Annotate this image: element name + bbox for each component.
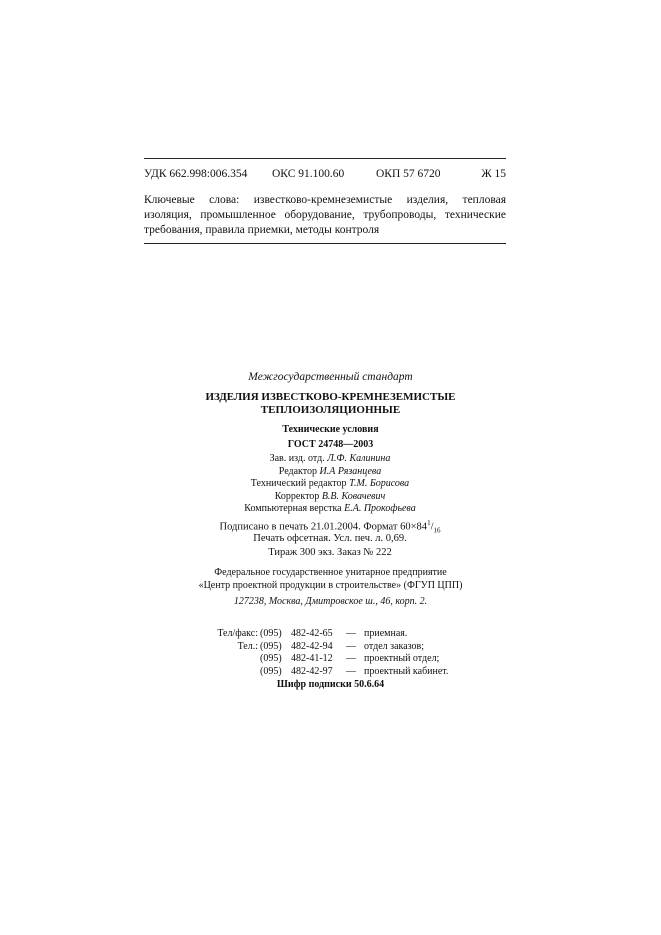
publisher-line2: «Центр проектной продукции в строительстве» (ФГУП ЦПП)	[198, 580, 463, 591]
contact-code: (095)	[260, 640, 282, 652]
credit-name: Л.Ф. Калинина	[327, 453, 391, 464]
credits-list	[180, 453, 480, 516]
contact-number: 482-42-97	[291, 665, 333, 677]
top-rule	[144, 158, 506, 159]
contact-dept: проектный отдел;	[364, 653, 440, 664]
keywords: Ключевые слова: известково-кремнеземистые изделия, тепловая изоляция, промышленное оборудование, трубопроводы, технические требования, правила приемки, методы контроля	[144, 194, 506, 236]
print-signed: Подписано в печать 21.01.2004. Формат $60\times 84^1/_{16}$	[219, 519, 441, 535]
contacts-list	[217, 628, 456, 678]
contact-row	[236, 666, 456, 679]
contact-dash: —	[346, 665, 356, 677]
contact-label: Тел/факс:	[217, 628, 258, 639]
credit-role: Корректор	[274, 490, 320, 502]
contact-row	[236, 641, 456, 654]
credit-name: Т.М. Борисова	[349, 478, 410, 489]
contact-dept: проектный кабинет.	[364, 665, 449, 677]
contact-row	[217, 628, 456, 641]
credit-row	[180, 503, 480, 516]
contact-code: (095)	[260, 628, 282, 639]
credit-name: Е.А. Прокофьева	[344, 503, 416, 514]
credit-row	[180, 491, 480, 504]
contact-dash: —	[346, 653, 356, 664]
print-sheets: Печать офсетная. Усл. печ. л. 0,69.	[253, 533, 407, 544]
contact-label: Тел.:	[237, 640, 258, 652]
credit-role: Технический редактор	[250, 478, 347, 489]
udk-code: УДК 662.998:006.354	[144, 168, 248, 180]
gost-number: ГОСТ 24748—2003	[287, 439, 374, 450]
credit-row	[180, 453, 480, 466]
bottom-rule	[144, 243, 506, 244]
okp-code: ОКП 57 6720	[376, 168, 441, 180]
credit-name: В.В. Ковачевич	[321, 490, 386, 502]
standard-subtitle: Технические условия	[282, 424, 379, 435]
subscription-cipher: Шифр подписки 50.6.64	[276, 679, 385, 690]
contact-dash: —	[346, 640, 356, 652]
standard-type: Межгосударственный стандарт	[248, 371, 413, 383]
oks-code: ОКС 91.100.60	[272, 168, 345, 180]
standard-title-line2: ТЕПЛОИЗОЛЯЦИОННЫЕ	[260, 404, 401, 416]
contact-number: 482-42-65	[291, 628, 333, 639]
contact-number: 482-41-12	[291, 653, 333, 664]
contact-dash: —	[346, 628, 356, 639]
credit-name: И.А Рязанцева	[319, 465, 382, 477]
group-code: Ж 15	[481, 168, 506, 180]
contact-dept: приемная.	[364, 628, 408, 639]
credit-role: Редактор	[278, 465, 318, 477]
print-run: Тираж 300 экз. Заказ № 222	[268, 547, 392, 558]
credit-row	[180, 478, 480, 491]
contact-dept: отдел заказов;	[364, 640, 425, 652]
contact-code: (095)	[260, 653, 282, 664]
publisher-address: 127238, Москва, Дмитровское ш., 46, корп. 2.	[233, 596, 428, 607]
contact-row	[236, 653, 456, 666]
contact-code: (095)	[260, 665, 282, 677]
contact-number: 482-42-94	[291, 640, 333, 652]
standard-title-line1: ИЗДЕЛИЯ ИЗВЕСТКОВО-КРЕМНЕЗЕМИСТЫЕ	[205, 391, 456, 403]
credit-row	[180, 466, 480, 479]
publisher-line1: Федеральное государственное унитарное предприятие	[214, 567, 447, 578]
credit-role: Компьютерная верстка	[244, 503, 342, 514]
credit-role: Зав. изд. отд.	[269, 453, 325, 464]
